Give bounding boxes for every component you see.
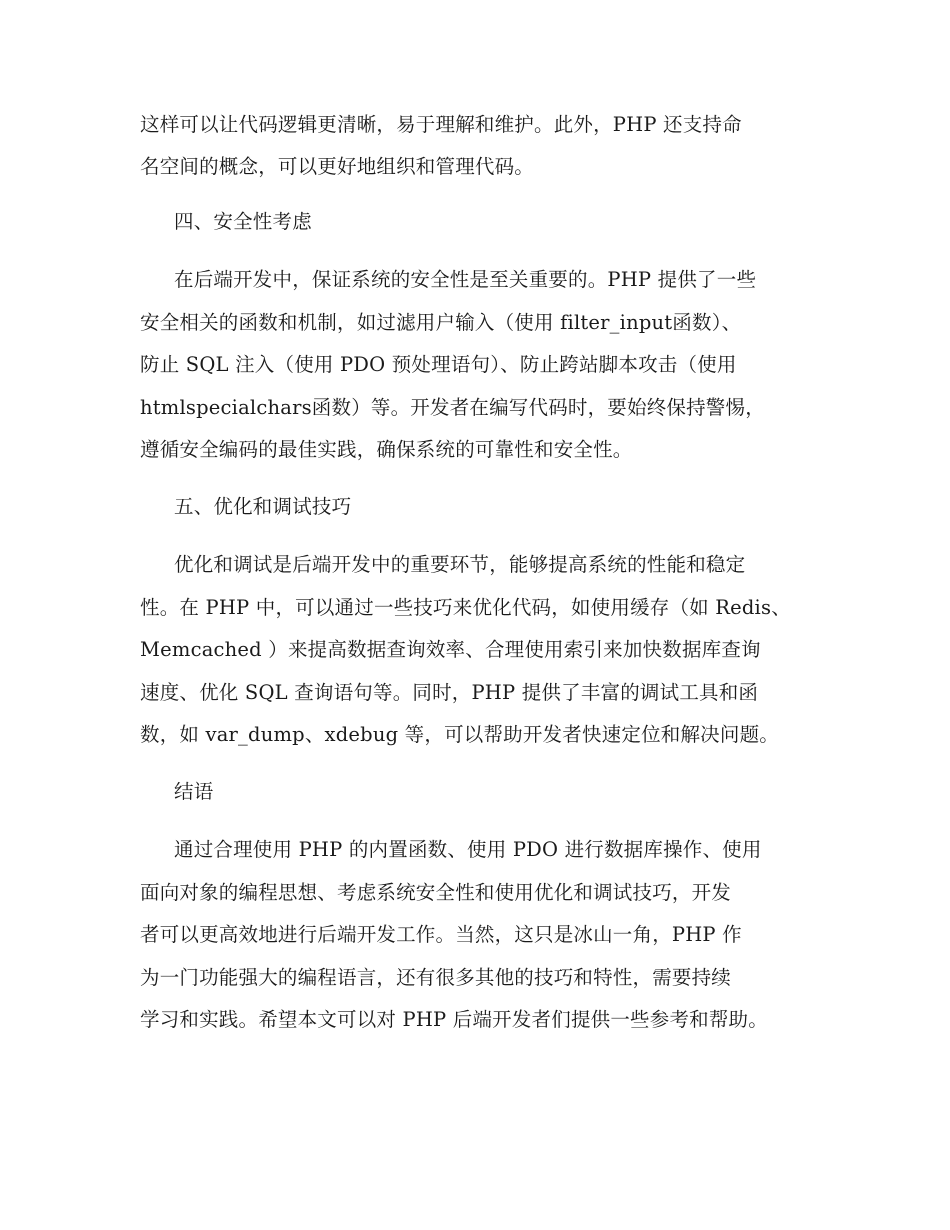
paragraph-line: htmlspecialchars函数）等。开发者在编写代码时，要始终保持警惕，: [140, 396, 765, 419]
paragraph-line: 速度、优化 SQL 查询语句等。同时，PHP 提供了丰富的调试工具和函: [140, 681, 759, 704]
paragraph-line: 面向对象的编程思想、考虑系统安全性和使用优化和调试技巧，开发: [140, 881, 732, 904]
section-heading: 四、安全性考虑: [174, 210, 312, 233]
paragraph-line: 防止 SQL 注入（使用 PDO 预处理语句）、防止跨站脚本攻击（使用: [140, 353, 737, 376]
section-heading: 结语: [174, 780, 214, 803]
paragraph-line: 这样可以让代码逻辑更清晰，易于理解和维护。此外，PHP 还支持命: [140, 113, 742, 136]
paragraph-line: Memcached ）来提高数据查询效率、合理使用索引来加快数据库查询: [140, 638, 761, 661]
paragraph-line: 数，如 var_dump、xdebug 等，可以帮助开发者快速定位和解决问题。: [140, 723, 779, 746]
paragraph-line: 安全相关的函数和机制，如过滤用户输入（使用 filter_input函数）、: [140, 311, 742, 334]
paragraph-line: 学习和实践。希望本文可以对 PHP 后端开发者们提供一些参考和帮助。: [140, 1008, 768, 1031]
paragraph-line: 性。在 PHP 中，可以通过一些技巧来优化代码，如使用缓存（如 Redis、: [140, 596, 791, 619]
paragraph-line: 为一门功能强大的编程语言，还有很多其他的技巧和特性，需要持续: [140, 966, 732, 989]
paragraph-line: 遵循安全编码的最佳实践，确保系统的可靠性和安全性。: [140, 438, 633, 461]
section-heading: 五、优化和调试技巧: [174, 495, 352, 518]
paragraph-line: 通过合理使用 PHP 的内置函数、使用 PDO 进行数据库操作、使用: [174, 838, 762, 861]
paragraph-line: 在后端开发中，保证系统的安全性是至关重要的。PHP 提供了一些: [174, 268, 757, 291]
paragraph-line: 者可以更高效地进行后端开发工作。当然，这只是冰山一角，PHP 作: [140, 923, 742, 946]
paragraph-line: 优化和调试是后端开发中的重要环节，能够提高系统的性能和稳定: [174, 553, 746, 576]
paragraph-line: 名空间的概念，可以更好地组织和管理代码。: [140, 155, 535, 178]
